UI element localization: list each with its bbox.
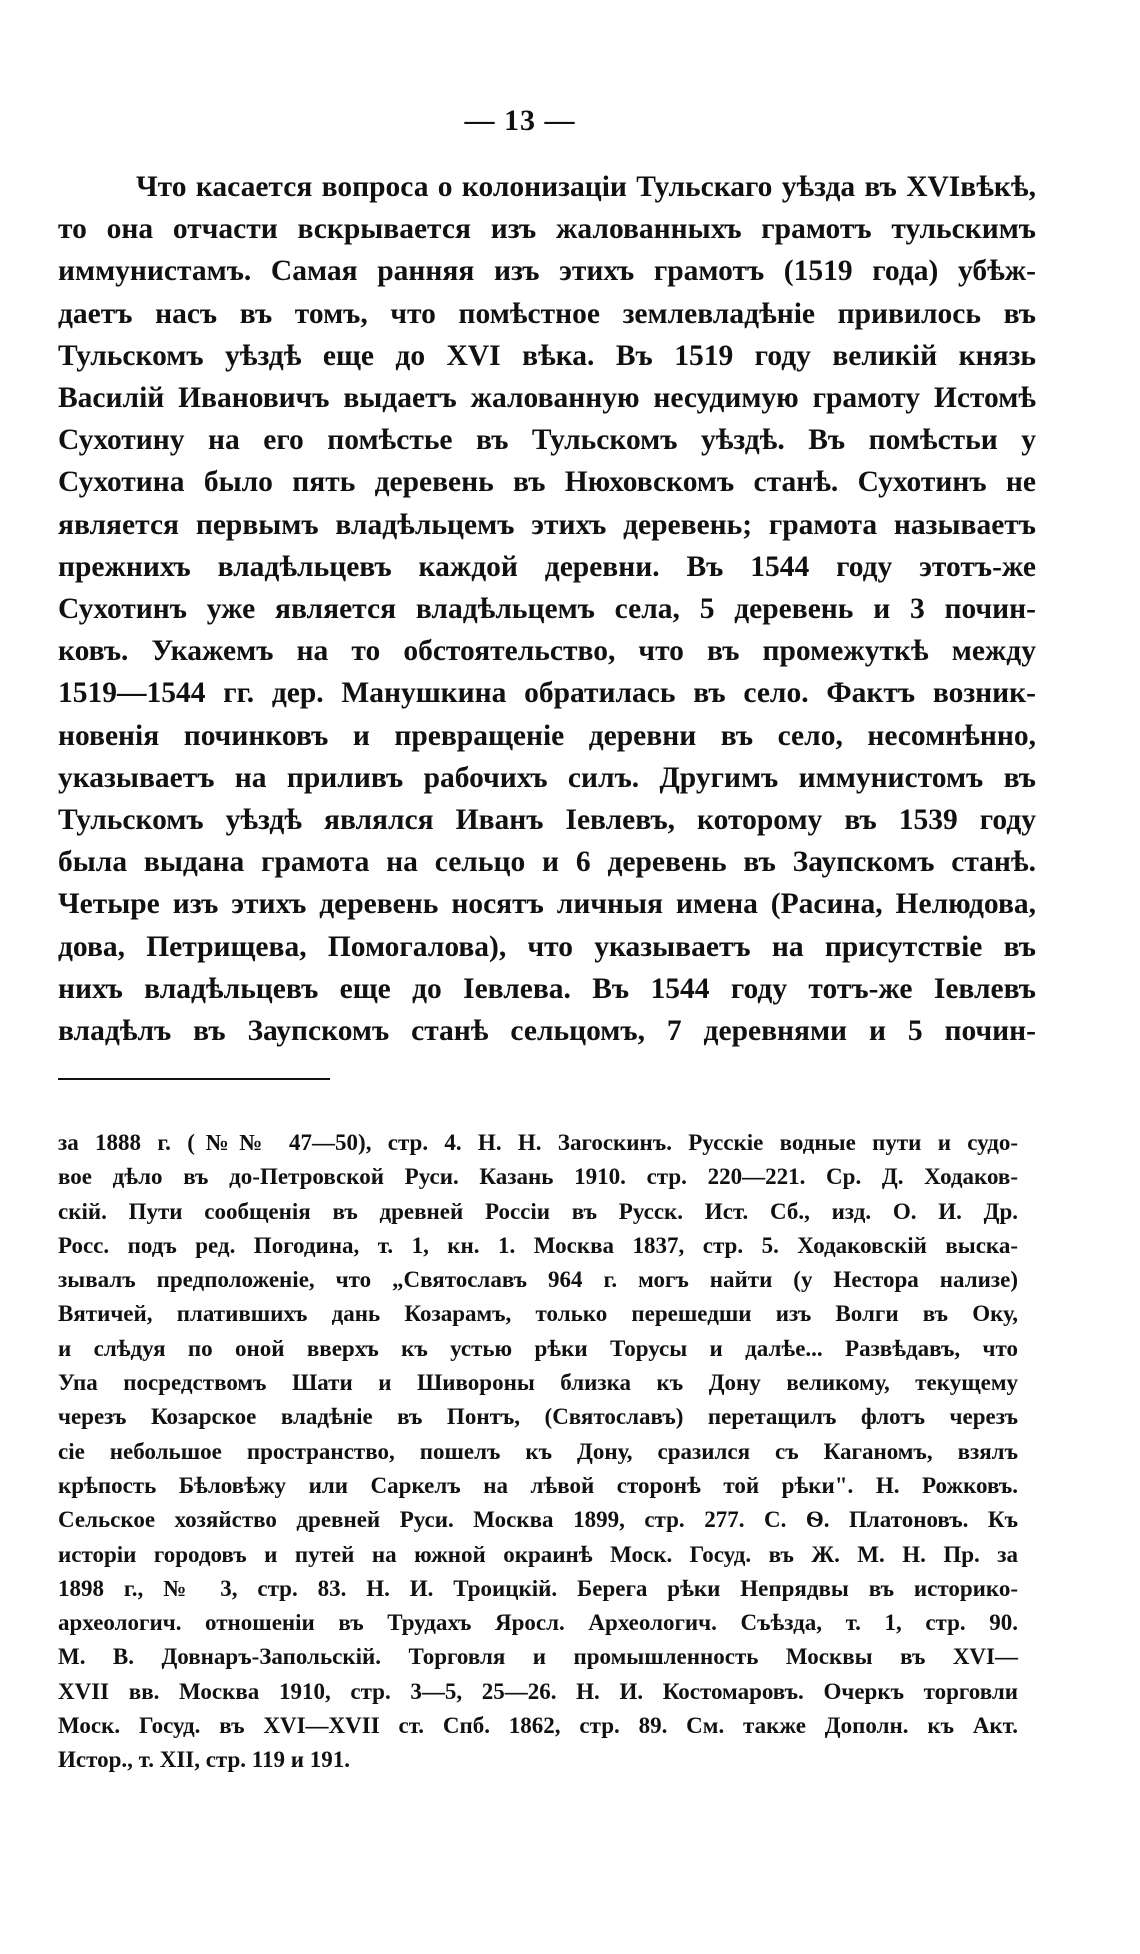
text-line: указываетъ на приливъ рабочихъ силъ. Другимъ иммунистомъ въ [58,761,1036,794]
text-line: Сухотину на его помѣстье въ Тульскомъ уѣздѣ. Въ помѣстьи у [58,424,1036,457]
footnote-line: сiе небольшое пространство, пошелъ къ Дону, сразился съ Каганомъ, взялъ [58,1438,1018,1464]
footnote-line: Моск. Госуд. въ XVI—XVII ст. Спб. 1862, стр. 89. См. также Дополн. къ Акт. [58,1713,1018,1739]
text-line: Василiй Ивановичъ выдаетъ жалованную несудимую грамоту Истомѣ [58,382,1036,415]
main-text [58,166,1036,1052]
footnote-line: и слѣдуя по оной вверхъ къ устью рѣки Торусы и далѣе... Развѣдавъ, что [58,1335,1018,1361]
footnote-line: вое дѣло въ до-Петровской Руси. Казань 1910. стр. 220—221. Ср. Д. Ходаков- [58,1164,1018,1190]
text-line: новенiя починковъ и превращенiе деревни въ село, несомнѣнно, [58,719,1036,752]
footnote-line: за 1888 г. (№№ 47—50), стр. 4. Н. Н. Загоскинъ. Русскiе водные пути и судо- [58,1130,1018,1155]
text-line: даетъ насъ въ томъ, что помѣстное землевладѣнiе привилось въ [58,297,1036,330]
text-line: дова, Петрищева, Помогалова), что указываетъ на присутствiе въ [58,930,1036,963]
footnote-line: Вятичей, платившихъ дань Козарамъ, только перешедши изъ Волги въ Оку, [58,1301,1018,1327]
footnote-line: черезъ Козарское владѣнiе въ Понтъ, (Святославъ) перетащилъ флотъ черезъ [58,1404,1018,1430]
footnote-line: М. В. Довнаръ-Запольскiй. Торговля и промышленность Москвы въ XVI— [58,1644,1018,1670]
footnote-line: Сельское хозяйство древней Руси. Москва 1899, стр. 277. С. Ѳ. Платоновъ. Къ [58,1507,1018,1533]
text-line: то она отчасти вскрывается изъ жалованныхъ грамотъ тульскимъ [58,213,1036,246]
footnote-line: археологич. отношенiи въ Трудахъ Яросл. Археологич. Съѣзда, т. 1, стр. 90. [58,1610,1018,1636]
footnote-line: Истор., т. XII, стр. 119 и 191. [58,1747,351,1773]
footnote-divider [58,1078,330,1080]
page-number: — 13 — [464,104,576,137]
text-line: иммунистамъ. Самая ранняя изъ этихъ грамотъ (1519 года) убѣж- [58,255,1036,288]
text-line: 1519—1544 гг. дер. Манушкина обратилась въ село. Фактъ возник- [58,677,1036,710]
footnote-line: крѣпость Бѣловѣжу или Саркелъ на лѣвой сторонѣ той рѣки". Н. Рожковъ. [58,1472,1018,1498]
text-line: ковъ. Укажемъ на то обстоятельство, что въ промежуткѣ между [58,635,1036,668]
footnote-line: скiй. Пути сообщенiя въ древней Россiи въ Русск. Ист. Сб., изд. О. И. Др. [58,1198,1018,1224]
footnote-line: исторiи городовъ и путей на южной окраинѣ Моск. Госуд. въ Ж. М. Н. Пр. за [58,1541,1018,1567]
footnote-line: Упа посредствомъ Шати и Шивороны близка къ Дону великому, текущему [58,1370,1018,1396]
footnote-line: 1898 г., № 3, стр. 83. Н. И. Троицкiй. Берега рѣки Непрядвы въ историко- [58,1575,1018,1601]
text-line: была выдана грамота на сельцо и 6 деревень въ Заупскомъ станѣ. [58,846,1036,879]
text-line: прежнихъ владѣльцевъ каждой деревни. Въ 1544 году этотъ-же [58,550,1036,583]
text-line: является первымъ владѣльцемъ этихъ деревень; грамота называетъ [58,508,1036,541]
text-line: Четыре изъ этихъ деревень носятъ личныя имена (Расина, Нелюдова, [58,888,1036,921]
text-line: Сухотина было пять деревень въ Нюховскомъ станѣ. Сухотинъ не [58,466,1036,499]
footnote [58,1126,1018,1778]
text-line: Сухотинъ уже является владѣльцемъ села, 5 деревень и 3 почин- [58,593,1036,626]
text-line: Что касается вопроса о колонизацiи Тульскаго уѣзда въ XVIвѣкѣ, [136,171,1036,203]
footnote-line: зывалъ предположенiе, что „Святославъ 964 г. могъ найти (у Нестора нализе) [58,1267,1018,1293]
text-line: нихъ владѣльцевъ еще до Iевлева. Въ 1544 году тотъ-же Iевлевъ [58,972,1036,1005]
text-line: Тульскомъ уѣздѣ являлся Иванъ Iевлевъ, которому въ 1539 году [58,804,1036,837]
text-line: владѣлъ въ Заупскомъ станѣ сельцомъ, 7 деревнями и 5 почин- [58,1015,1036,1048]
text-line: Тульскомъ уѣздѣ еще до XVI вѣка. Въ 1519 году великiй князь [58,339,1036,372]
footnote-line: XVII вв. Москва 1910, стр. 3—5, 25—26. Н. И. Костомаровъ. Очеркъ торговли [58,1678,1018,1704]
footnote-line: Росс. подъ ред. Погодина, т. 1, кн. 1. Москва 1837, стр. 5. Ходаковскiй выска- [58,1232,1018,1258]
